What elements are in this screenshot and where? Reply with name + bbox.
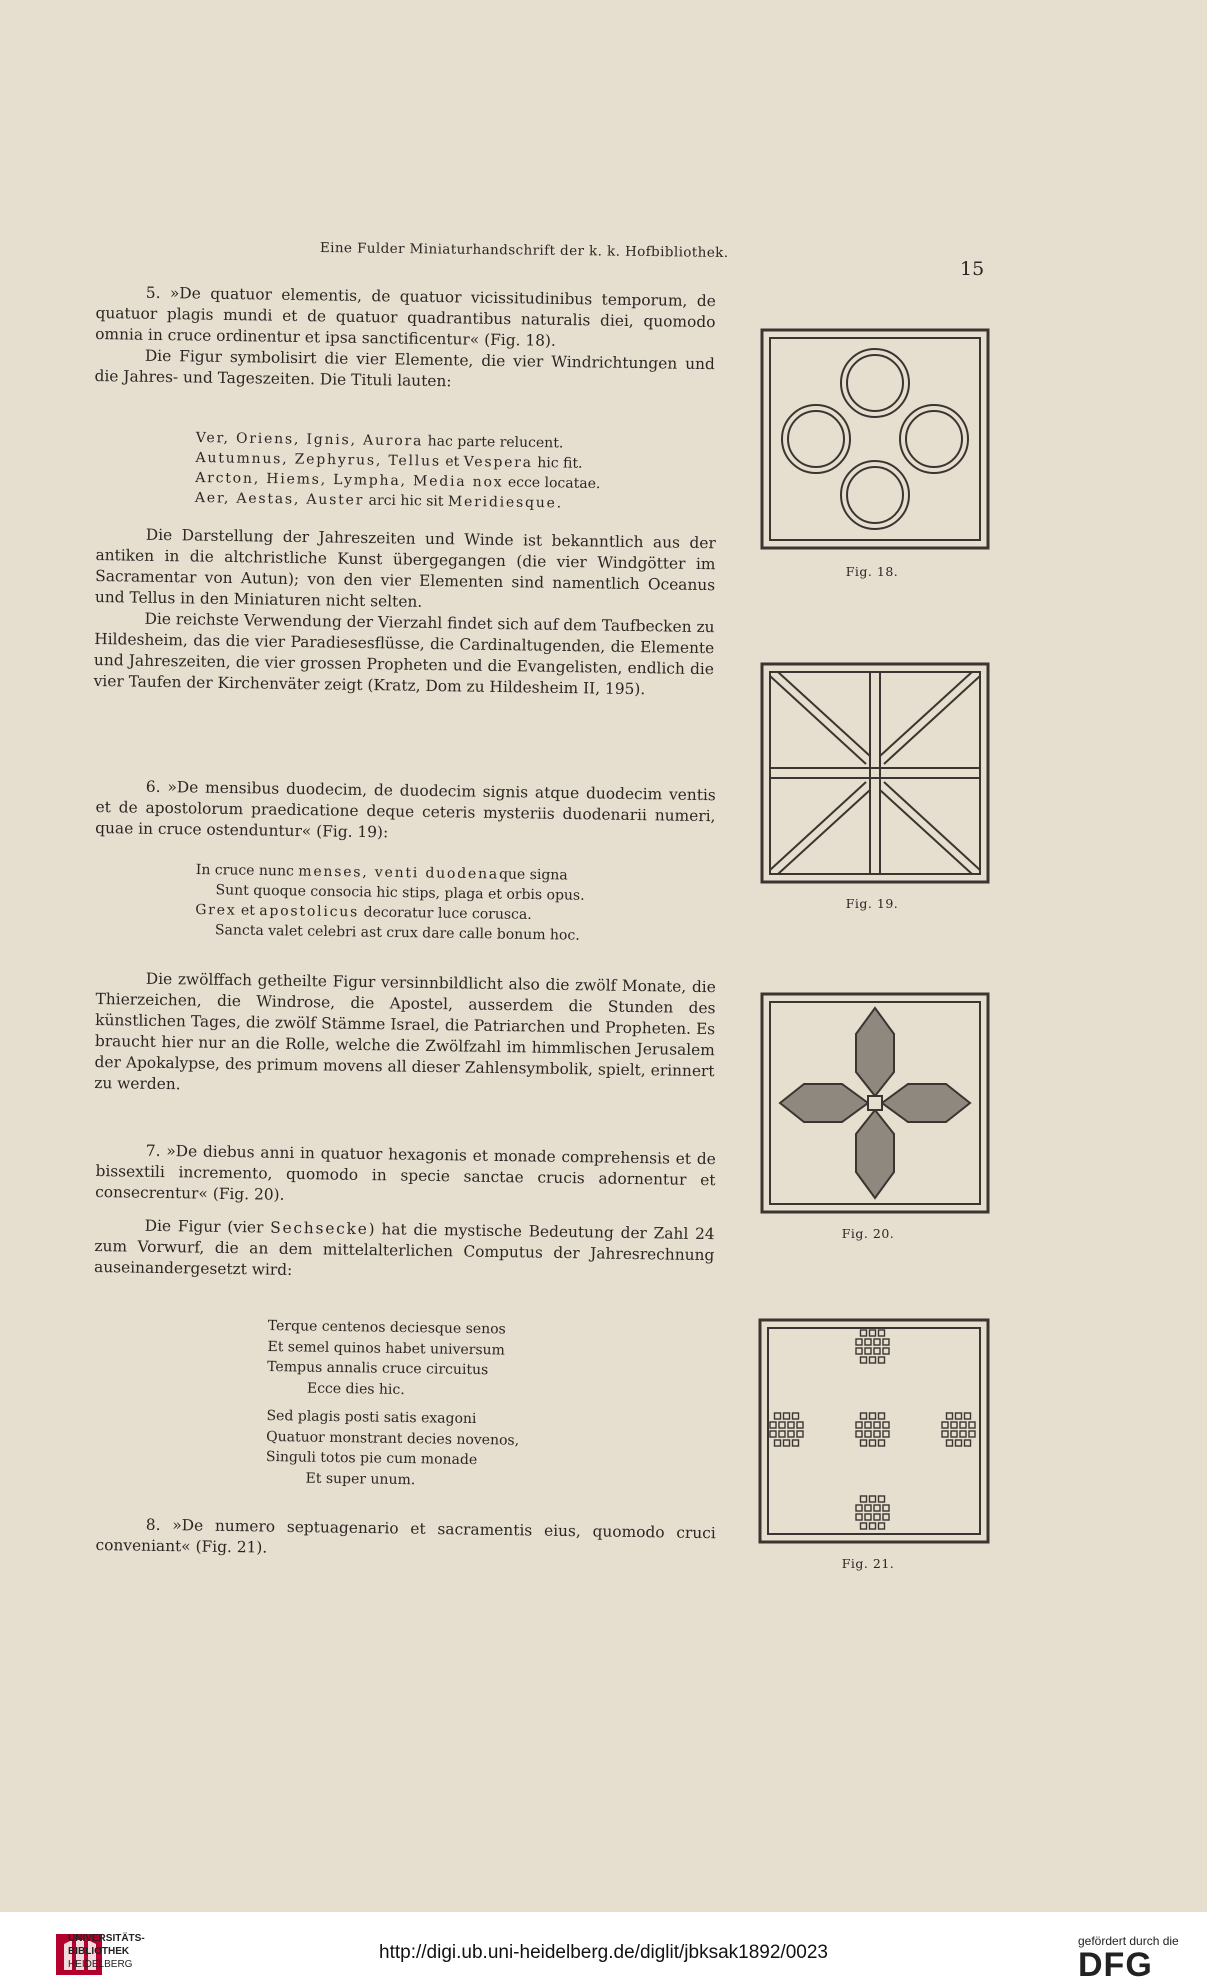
section-6-lead: 6. »De mensibus duodecim, de duodecim signis atque duodecim ventis et de apostolorum praedicatione deque ceteris mysteriis duodenarii numeri, quae in cruce ostenduntur« (Fig. 19): — [95, 777, 716, 842]
dot-square — [879, 1413, 885, 1419]
dot-square — [883, 1422, 889, 1428]
paragraph: Die reichste Verwendung der Vierzahl findet sich auf dem Taufbecken zu Hildesheim, das die vier Paradiesesflüsse, die Cardinaltugenden, die Elemente und Jahreszeiten, die vier grossen Propheten und die Evangelisten, endlich die vier Taufen der Kirchenväter zeigt (Kratz, Dom zu Hildesheim II, 195). — [93, 609, 715, 699]
dot-square — [879, 1440, 885, 1446]
dot-square — [861, 1330, 867, 1336]
section-5-lead: 5. »De quatuor elementis, de quatuor vicissitudinibus temporum, de quatuor plagis mundi et de quatuor quadrantibus naturalis diei, quomodo omnia in cruce ordinentur et ipsa sanctificentur« (Fig. 18). — [95, 283, 716, 350]
dot-square — [874, 1348, 880, 1354]
dot-square — [861, 1523, 867, 1529]
funding-label: gefördert durch die — [1078, 1934, 1179, 1948]
paragraph: Die zwölffach getheilte Figur versinnbildlicht also die zwölf Monate, die Thierzeichen, die Windrose, die Apostel, ausserdem die Stunden des künstlichen Tages, die zwölf Stämme Israel, die Patriarchen und Propheten. Es braucht hier nur an die Rolle, welche die Zwölfzahl im himmlischen Jerusalem der Apokalypse, des primum movens all dieser Zahlensymbolik, spielt, erinnert zu werden. — [94, 969, 716, 1094]
dot-square — [779, 1431, 785, 1437]
dot-square — [965, 1413, 971, 1419]
dot-square — [856, 1505, 862, 1511]
dot-square — [956, 1440, 962, 1446]
figure-21-caption: Fig. 21. — [841, 1556, 895, 1571]
figure-18-four-circles — [760, 328, 990, 550]
dot-square — [865, 1505, 871, 1511]
dot-square — [874, 1431, 880, 1437]
verse-line: Sunt quoque consocia hic stips, plaga et orbis opus. — [215, 882, 585, 904]
poem-line: Ecce dies hic. — [306, 1380, 405, 1398]
dot-square — [861, 1496, 867, 1502]
dot-square — [874, 1422, 880, 1428]
running-title: Eine Fulder Miniaturhandschrift der k. k. Hofbibliothek. — [319, 240, 729, 261]
dot-square — [883, 1348, 889, 1354]
dot-square — [861, 1357, 867, 1363]
dot-square — [879, 1330, 885, 1336]
dot-square — [788, 1431, 794, 1437]
dot-square — [883, 1505, 889, 1511]
library-name: UNIVERSITÄTS- BIBLIOTHEK HEIDELBERG — [68, 1933, 145, 1970]
verse-line: Aer, Aestas, Auster arci hic sit Meridiesque. — [194, 489, 562, 512]
verse-line: Grex et apostolicus decoratur luce corusca. — [195, 901, 532, 923]
dot-square — [870, 1357, 876, 1363]
dot-square — [856, 1514, 862, 1520]
section-6-discussion — [94, 968, 716, 1103]
page-number: 15 — [960, 258, 985, 280]
section-6 — [95, 776, 716, 848]
poem-line: Et super unum. — [305, 1470, 416, 1488]
footer-bar — [0, 1912, 1207, 1983]
dot-square — [865, 1422, 871, 1428]
dot-square — [874, 1505, 880, 1511]
dot-square — [856, 1431, 862, 1437]
section-7-intro: Die Figur (vier Sechsecke) hat die mystische Bedeutung der Zahl 24 zum Vorwurf, die an dem mittelalterlichen Computus der Jahresrechnung auseinandergesetzt wird: — [93, 1216, 715, 1279]
dot-square — [793, 1440, 799, 1446]
dot-square — [883, 1514, 889, 1520]
dot-square — [788, 1422, 794, 1428]
dot-square — [856, 1422, 862, 1428]
paragraph: Die Darstellung der Jahreszeiten und Winde ist bekanntlich aus der antiken in die altchristliche Kunst übergegangen (die vier Windgötter im Sacramentar von Autun); von den vier Elementen sind namentlich Oceanus und Tellus in den Miniaturen nicht selten. — [94, 525, 716, 611]
dot-square — [870, 1413, 876, 1419]
dot-square — [965, 1440, 971, 1446]
dot-square — [870, 1440, 876, 1446]
dot-square — [947, 1413, 953, 1419]
dot-square — [879, 1496, 885, 1502]
poem-line: Terque centenos deciesque senos — [267, 1317, 506, 1338]
dot-square — [770, 1431, 776, 1437]
section-7-poem — [265, 1316, 520, 1492]
dot-square — [865, 1431, 871, 1437]
dot-square — [784, 1440, 790, 1446]
dot-square — [969, 1431, 975, 1437]
dot-square — [942, 1431, 948, 1437]
dot-square — [883, 1339, 889, 1345]
verse-line: Arcton, Hiems, Lympha, Media nox ecce locatae. — [195, 469, 601, 493]
dot-square — [960, 1431, 966, 1437]
dot-square — [947, 1440, 953, 1446]
dot-square — [883, 1431, 889, 1437]
dot-square — [856, 1348, 862, 1354]
dot-square — [870, 1523, 876, 1529]
section-6-verses — [195, 860, 585, 946]
figure-19-twelve-part-cross — [760, 662, 990, 884]
dot-square — [942, 1422, 948, 1428]
dot-square — [879, 1357, 885, 1363]
section-5-verses — [195, 428, 601, 514]
section-5-discussion — [94, 524, 716, 701]
dot-square — [797, 1431, 803, 1437]
dot-square — [861, 1440, 867, 1446]
dot-square — [956, 1413, 962, 1419]
poem-line: Singuli totos pie cum monade — [265, 1448, 478, 1469]
dot-square — [960, 1422, 966, 1428]
poem-line: Tempus annalis cruce circuitus — [267, 1358, 489, 1379]
dot-square — [951, 1431, 957, 1437]
dot-square — [861, 1413, 867, 1419]
poem-line: Et semel quinos habet universum — [267, 1338, 505, 1359]
dot-square — [793, 1413, 799, 1419]
poem-line: Sed plagis posti satis exagoni — [266, 1407, 477, 1428]
dfg-logo: DFG — [1078, 1946, 1153, 1984]
dot-square — [870, 1496, 876, 1502]
figure-20-caption: Fig. 20. — [841, 1226, 895, 1241]
dot-square — [770, 1422, 776, 1428]
verse-line: In cruce nunc menses, venti duodenaque signa — [195, 861, 568, 884]
section-5 — [94, 282, 715, 396]
figure-21-dot-groups — [758, 1318, 990, 1544]
dot-square — [797, 1422, 803, 1428]
dot-square — [874, 1514, 880, 1520]
dot-square — [874, 1339, 880, 1345]
dot-square — [865, 1514, 871, 1520]
verse-line: Ver, Oriens, Ignis, Aurora hac parte relucent. — [195, 429, 564, 452]
section-7 — [94, 1140, 716, 1287]
source-url[interactable]: http://digi.ub.uni-heidelberg.de/diglit/jbksak1892/0023 — [379, 1942, 828, 1963]
dot-square — [775, 1413, 781, 1419]
section-8 — [95, 1514, 716, 1565]
figure-18-caption: Fig. 18. — [845, 564, 899, 579]
dot-square — [784, 1413, 790, 1419]
dot-square — [779, 1422, 785, 1428]
section-7-lead: 7. »De diebus anni in quatuor hexagonis et monade comprehensis et de bissextili incremento, quomodo in specie sanctae crucis adornentur et consecrentur« (Fig. 20). — [95, 1141, 716, 1204]
section-5-intro: Die Figur symbolisirt die vier Elemente, die vier Windrichtungen und die Jahres- und Tageszeiten. Die Tituli lauten: — [94, 346, 715, 391]
verse-line: Sancta valet celebri ast crux dare calle bonum hoc. — [214, 922, 580, 944]
dot-square — [969, 1422, 975, 1428]
figure-20-four-hexagons — [760, 992, 990, 1214]
section-8-lead: 8. »De numero septuagenario et sacramentis eius, quomodo cruci conveniant« (Fig. 21). — [95, 1515, 716, 1557]
dot-square — [865, 1348, 871, 1354]
dot-square — [856, 1339, 862, 1345]
dot-square — [879, 1523, 885, 1529]
verse-line: Autumnus, Zephyrus, Tellus et Vespera hic fit. — [195, 449, 583, 472]
figure-19-caption: Fig. 19. — [845, 896, 899, 911]
poem-line: Quatuor monstrant decies novenos, — [266, 1428, 520, 1449]
dot-square — [870, 1330, 876, 1336]
dot-square — [951, 1422, 957, 1428]
dot-square — [775, 1440, 781, 1446]
dot-square — [865, 1339, 871, 1345]
